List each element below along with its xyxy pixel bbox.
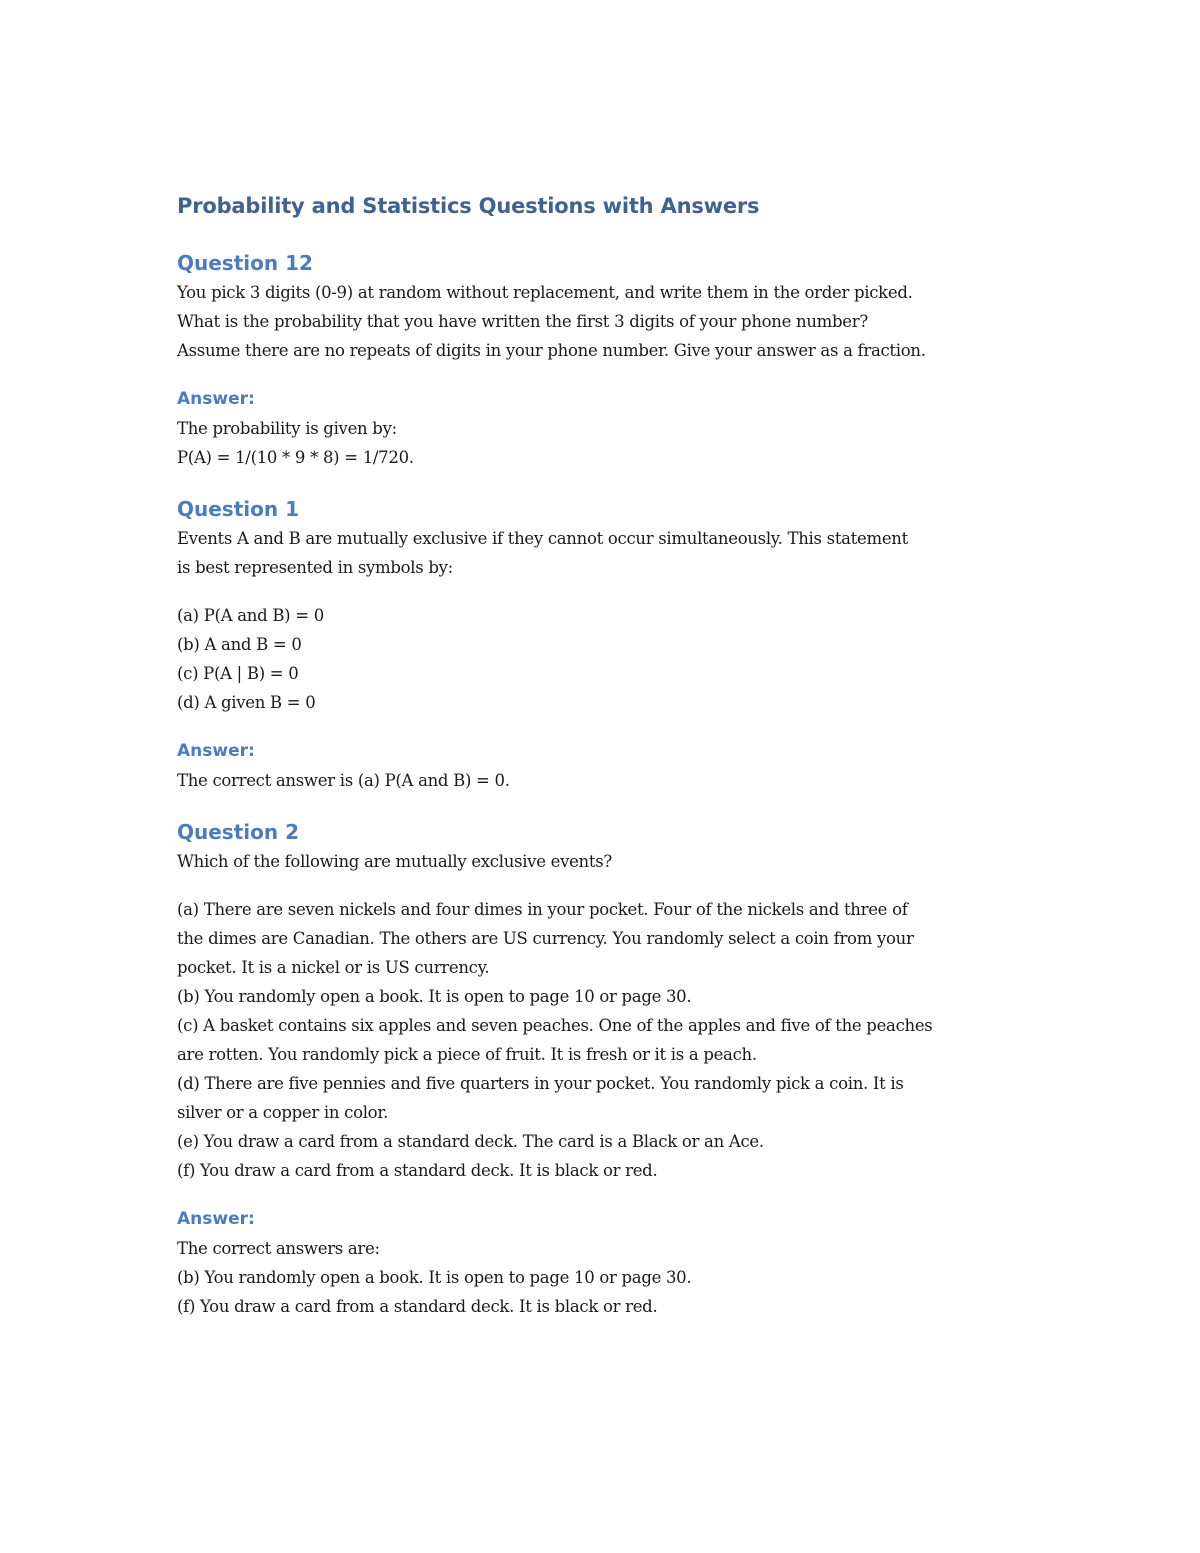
text-line: P(A) = 1/(10 * 9 * 8) = 1/720. xyxy=(177,448,414,467)
question-text xyxy=(177,524,1037,582)
option-item: pocket. It is a nickel or is US currency. xyxy=(177,958,490,977)
option-item: (d) A given B = 0 xyxy=(177,693,316,712)
question-heading: Question 12 xyxy=(177,251,313,275)
answer-text xyxy=(177,414,1037,472)
text-line: Events A and B are mutually exclusive if they cannot occur simultaneously. This statement xyxy=(177,529,908,548)
answer-text xyxy=(177,1234,1037,1321)
option-item: (e) You draw a card from a standard deck. The card is a Black or an Ace. xyxy=(177,1132,764,1151)
option-item: (b) A and B = 0 xyxy=(177,635,302,654)
answer-label: Answer: xyxy=(177,741,255,761)
text-line: is best represented in symbols by: xyxy=(177,558,453,577)
text-line: (b) You randomly open a book. It is open to page 10 or page 30. xyxy=(177,1268,692,1287)
text-line: You pick 3 digits (0-9) at random without replacement, and write them in the order picked. xyxy=(177,283,913,302)
option-item: (f) You draw a card from a standard deck. It is black or red. xyxy=(177,1161,658,1180)
document-title: Probability and Statistics Questions with Answers xyxy=(177,194,760,218)
option-item: (c) P(A | B) = 0 xyxy=(177,664,299,683)
question-text xyxy=(177,847,1037,876)
question-heading: Question 1 xyxy=(177,497,299,521)
option-item: the dimes are Canadian. The others are US currency. You randomly select a coin from your xyxy=(177,929,914,948)
option-item: (a) There are seven nickels and four dimes in your pocket. Four of the nickels and three of xyxy=(177,900,908,919)
answer-text xyxy=(177,766,1037,795)
text-line: What is the probability that you have written the first 3 digits of your phone number? xyxy=(177,312,868,331)
question-12 xyxy=(177,248,1037,472)
option-item: (a) P(A and B) = 0 xyxy=(177,606,324,625)
question-heading: Question 2 xyxy=(177,820,299,844)
text-line: The correct answer is (a) P(A and B) = 0. xyxy=(177,771,510,790)
options-list xyxy=(177,895,1037,1185)
text-line: Which of the following are mutually exclusive events? xyxy=(177,852,612,871)
option-item: are rotten. You randomly pick a piece of fruit. It is fresh or it is a peach. xyxy=(177,1045,757,1064)
text-line: The probability is given by: xyxy=(177,419,397,438)
option-item: (d) There are five pennies and five quarters in your pocket. You randomly pick a coin. It is xyxy=(177,1074,904,1093)
question-text xyxy=(177,278,1037,365)
question-1 xyxy=(177,494,1037,795)
text-line: (f) You draw a card from a standard deck. It is black or red. xyxy=(177,1297,658,1316)
text-line: The correct answers are: xyxy=(177,1239,380,1258)
option-item: (c) A basket contains six apples and seven peaches. One of the apples and five of the peaches xyxy=(177,1016,933,1035)
question-2 xyxy=(177,817,1037,1321)
option-item: silver or a copper in color. xyxy=(177,1103,389,1122)
answer-label: Answer: xyxy=(177,1209,255,1229)
options-list xyxy=(177,601,1037,717)
option-item: (b) You randomly open a book. It is open to page 10 or page 30. xyxy=(177,987,692,1006)
text-line: Assume there are no repeats of digits in your phone number. Give your answer as a fraction. xyxy=(177,341,926,360)
document-page xyxy=(177,190,1037,1321)
answer-label: Answer: xyxy=(177,389,255,409)
